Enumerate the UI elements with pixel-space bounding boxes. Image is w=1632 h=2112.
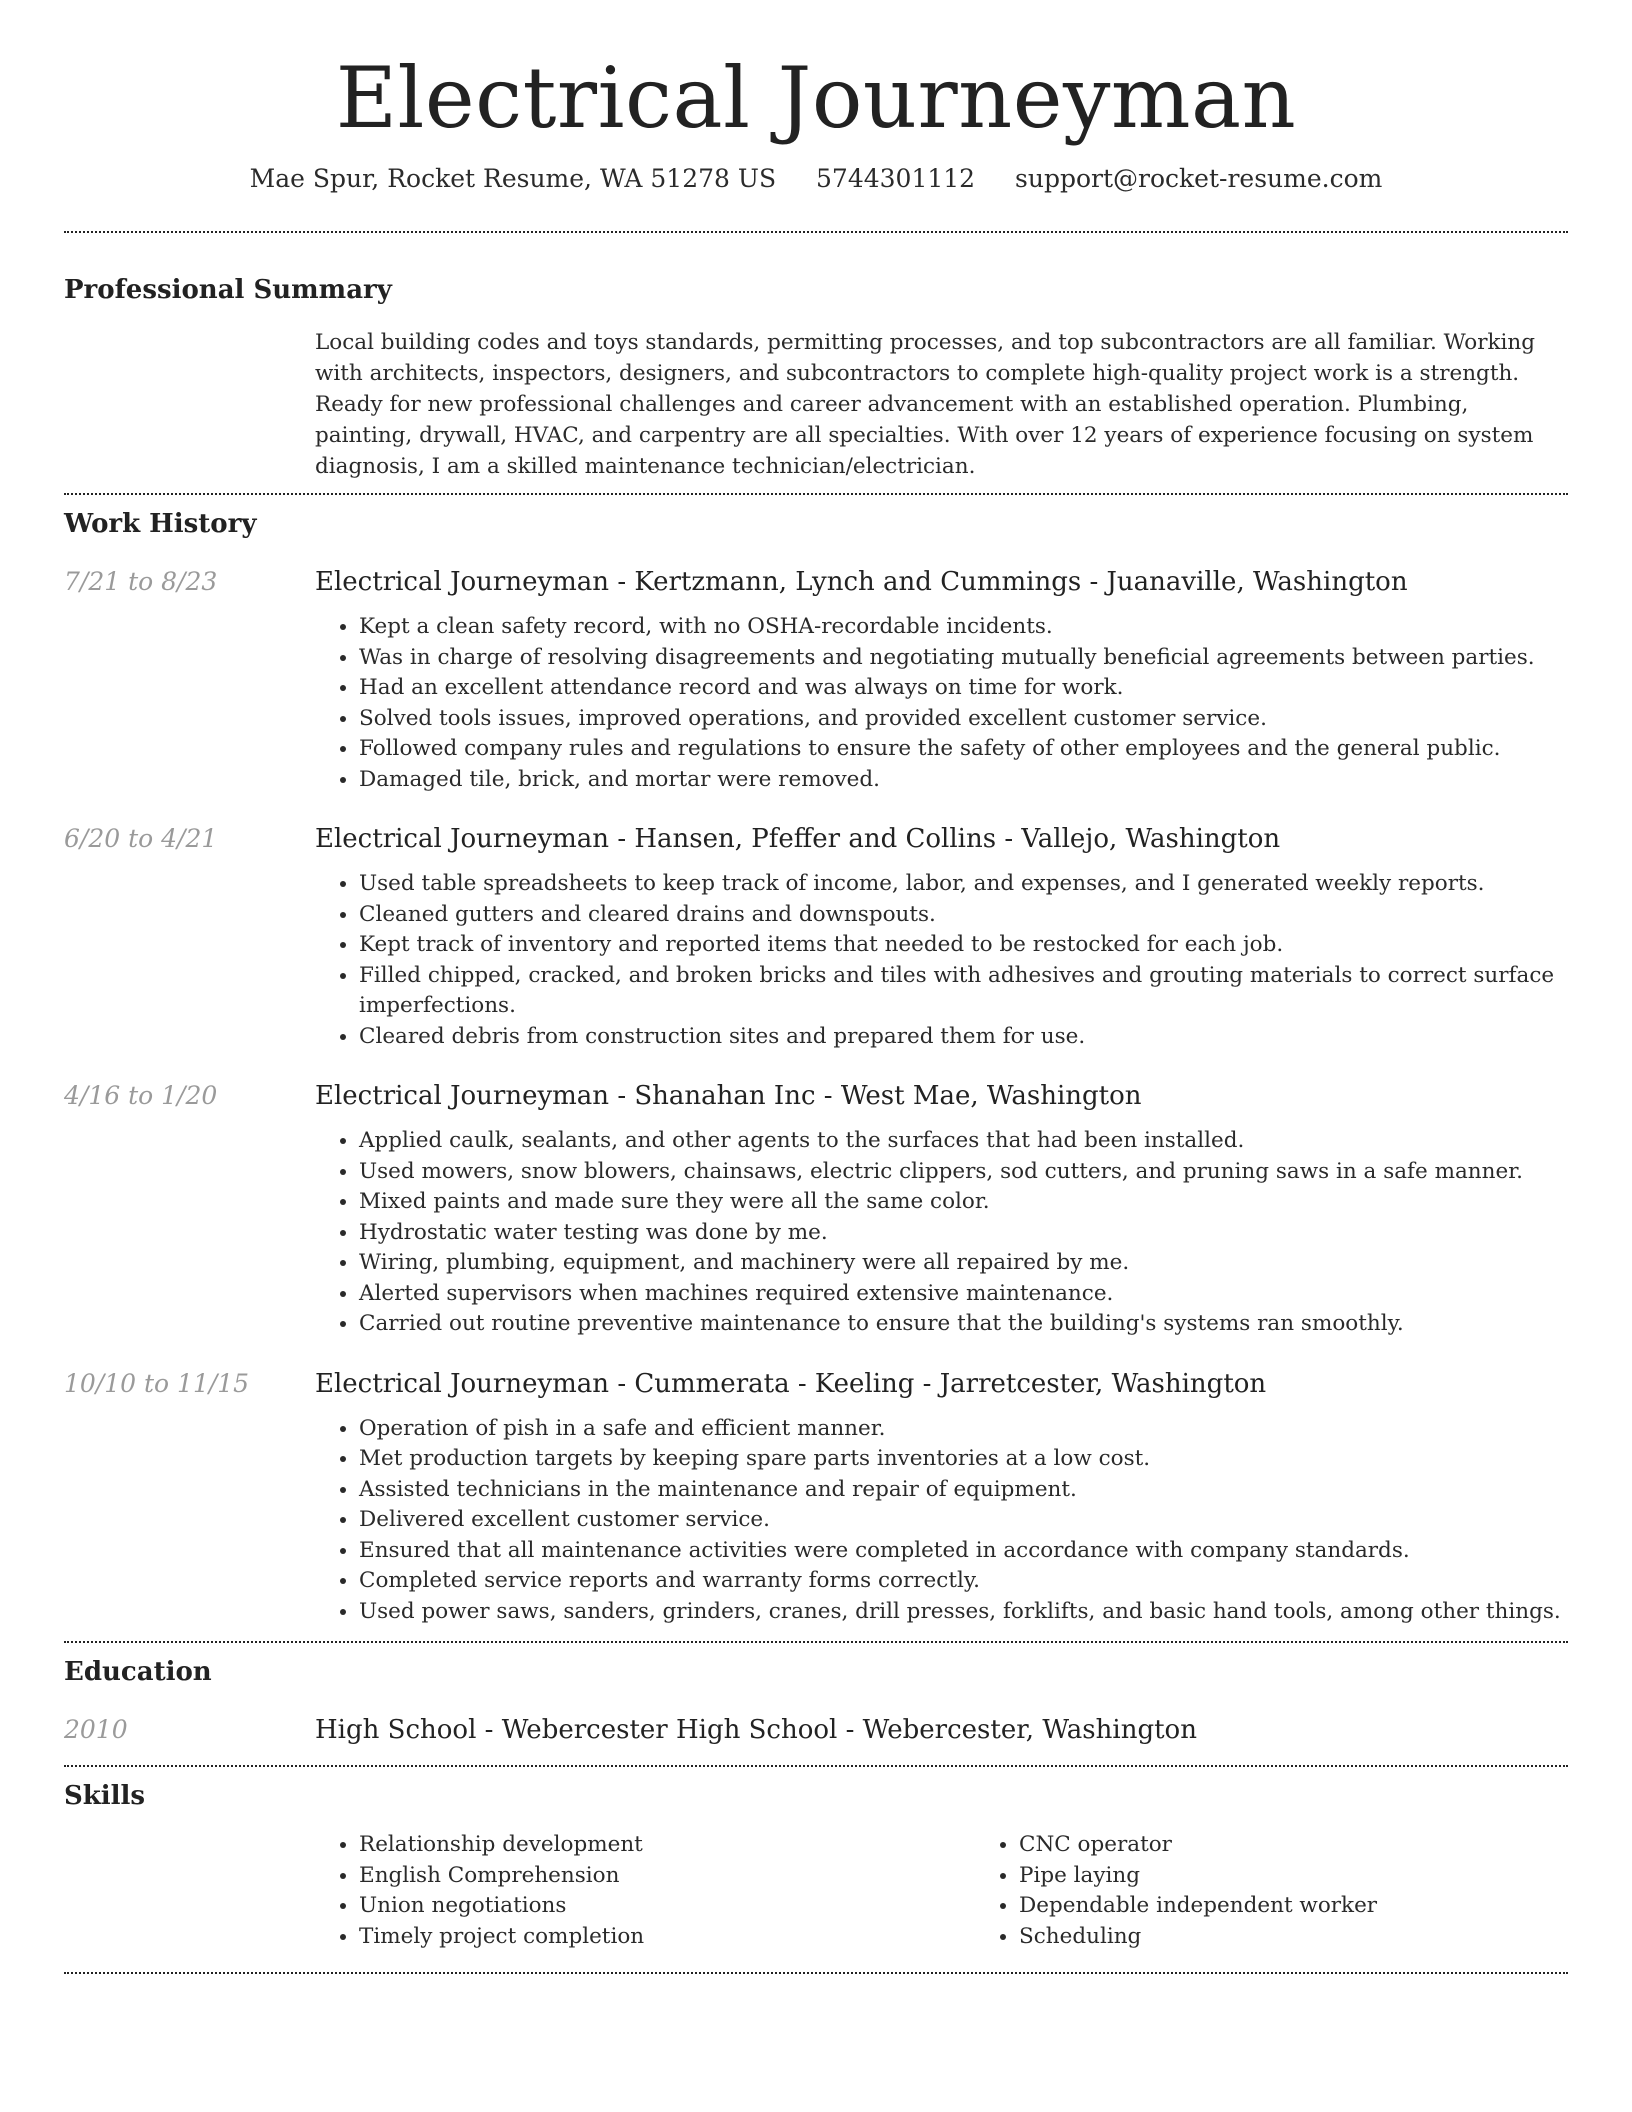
section-heading-summary: Professional Summary [64,275,392,306]
job-bullet: • Followed company rules and regulations to ensure the safety of other employees and the general public. [359,734,1568,765]
job-bullet: • Kept a clean safety record, with no OSHA-recordable incidents. [359,612,1568,643]
job-list [64,566,1568,1627]
job-bullet: • Applied caulk, sealants, and other agents to the surfaces that had been installed. [359,1126,1568,1157]
job-bullets [315,869,1568,1052]
job-bullet: • Completed service reports and warranty forms correctly. [359,1566,1568,1597]
skills-section [64,1781,1568,1952]
resume-page [64,0,1568,1974]
job-bullet: • Carried out routine preventive maintenance to ensure that the building's systems ran smoothly. [359,1309,1568,1340]
summary-text: Local building codes and toys standards, permitting processes, and top subcontractors are all familiar. Working with architects, inspectors, designers, and subcontractors to complete high-quality project work is a strength. Ready for new professional challenges and career advancement with an established operation. Plumbing, painting, drywall, HVAC, and carpentry are all specialties. With over 12 years of experience focusing on system diagnosis, I am a skilled maintenance technician/electrician. [315,330,1536,480]
job-bullet: • Cleaned gutters and cleared drains and downspouts. [359,900,1568,931]
skill-item: • Relationship development [359,1830,975,1861]
skill-item: • Dependable independent worker [1019,1891,1632,1922]
education-section [64,1657,1568,1746]
divider [64,1972,1568,1974]
job-dates: 6/20 to 4/21 [64,824,218,854]
skill-item: • Pipe laying [1019,1861,1632,1892]
job-bullet: • Used power saws, sanders, grinders, cranes, drill presses, forklifts, and basic hand tools, among other things. [359,1597,1568,1628]
contact-address: Mae Spur, Rocket Resume, WA 51278 US [249,164,777,194]
job-title: Electrical Journeyman - Cummerata - Keeling - Jarretcester, Washington [315,1368,1267,1399]
skill-item: • Scheduling [1019,1922,1632,1953]
skill-item: • CNC operator [1019,1830,1632,1861]
job-bullet: • Alerted supervisors when machines required extensive maintenance. [359,1279,1568,1310]
job-bullet: • Cleared debris from construction sites and prepared them for use. [359,1022,1568,1053]
job-entry [64,566,1568,795]
job-bullet: • Wiring, plumbing, equipment, and machinery were all repaired by me. [359,1248,1568,1279]
education-title: High School - Webercester High School - Webercester, Washington [315,1715,1197,1746]
job-bullet: • Damaged tile, brick, and mortar were removed. [359,765,1568,796]
job-dates: 4/16 to 1/20 [64,1081,218,1111]
divider [64,1765,1568,1767]
job-bullet: • Kept track of inventory and reported items that needed to be restocked for each job. [359,930,1568,961]
job-bullet: • Ensured that all maintenance activities were completed in accordance with company standards. [359,1536,1568,1567]
contact-email: support@rocket-resume.com [1015,164,1383,194]
divider [64,1641,1568,1643]
job-bullets [315,612,1568,795]
job-entry [64,1368,1568,1628]
job-bullet: • Delivered excellent customer service. [359,1505,1568,1536]
contact-line [64,164,1568,193]
job-title: Electrical Journeyman - Shanahan Inc - West Mae, Washington [315,1081,1142,1112]
job-bullet: • Was in charge of resolving disagreements and negotiating mutually beneficial agreements between parties. [359,643,1568,674]
job-bullet: • Filled chipped, cracked, and broken bricks and tiles with adhesives and grouting materials to correct surface imperfections. [359,961,1568,1022]
divider [64,231,1568,233]
divider [64,493,1568,495]
job-bullet: • Mixed paints and made sure they were all the same color. [359,1187,1568,1218]
skills-list-left [315,1830,975,1952]
job-bullet: • Used table spreadsheets to keep track of income, labor, and expenses, and I generated weekly reports. [359,869,1568,900]
contact-phone: 5744301112 [816,164,976,194]
job-bullet: • Assisted technicians in the maintenance and repair of equipment. [359,1475,1568,1506]
job-title: Electrical Journeyman - Hansen, Pfeffer and Collins - Vallejo, Washington [315,824,1281,855]
section-heading-work: Work History [64,509,257,540]
section-heading-skills: Skills [64,1781,146,1812]
skill-item: • Timely project completion [359,1922,975,1953]
job-bullet: • Used mowers, snow blowers, chainsaws, electric clippers, sod cutters, and pruning saws in a safe manner. [359,1157,1568,1188]
job-bullet: • Solved tools issues, improved operations, and provided excellent customer service. [359,704,1568,735]
job-title: Electrical Journeyman - Kertzmann, Lynch and Cummings - Juanaville, Washington [315,567,1408,598]
resume-title: Electrical Journeyman [335,49,1297,147]
section-heading-education: Education [64,1657,212,1688]
job-bullets [315,1414,1568,1628]
job-bullet: • Met production targets by keeping spare parts inventories at a low cost. [359,1444,1568,1475]
education-entry [64,1714,1568,1746]
job-dates: 10/10 to 11/15 [64,1368,250,1398]
job-bullet: • Hydrostatic water testing was done by me. [359,1218,1568,1249]
summary-section [64,275,1568,482]
skills-list-right [975,1830,1632,1952]
job-bullet: • Had an excellent attendance record and was always on time for work. [359,673,1568,704]
skill-item: • Union negotiations [359,1891,975,1922]
job-bullet: • Operation of pish in a safe and efficient manner. [359,1414,1568,1445]
skill-item: • English Comprehension [359,1861,975,1892]
job-bullets [315,1126,1568,1340]
job-entry [64,1080,1568,1340]
job-dates: 7/21 to 8/23 [64,567,218,597]
education-date: 2010 [64,1715,128,1745]
job-entry [64,823,1568,1052]
work-section [64,509,1568,1627]
